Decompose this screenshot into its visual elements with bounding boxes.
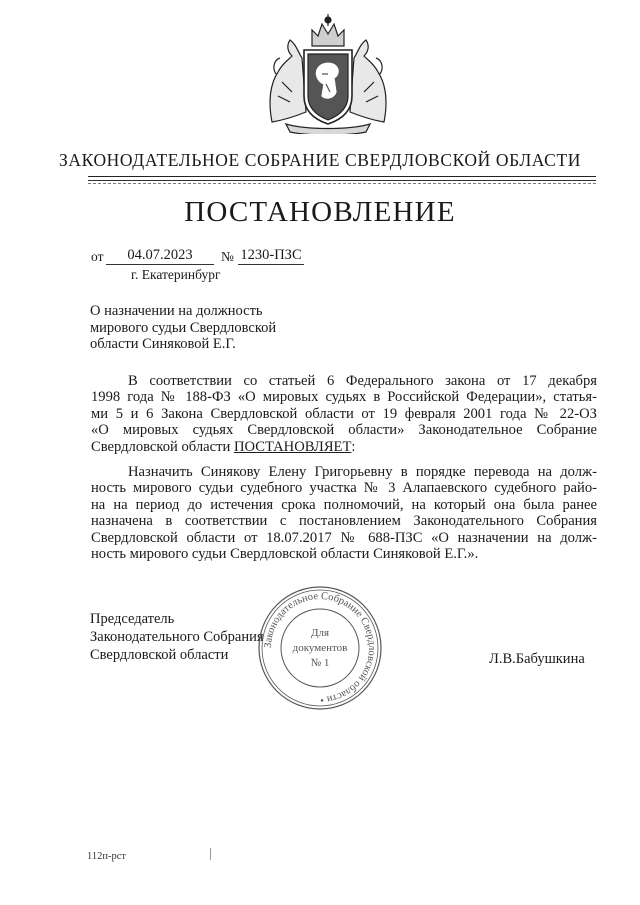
body-line: Свердловской области от 18.07.2017 № 688-ПЗС «О назначении на долж- — [91, 529, 597, 546]
document-type-title: ПОСТАНОВЛЕНИЕ — [184, 196, 456, 228]
body-line: Назначить Синякову Елену Григорьевну в порядке перевода на долж- — [128, 464, 597, 480]
body-line: ность мирового судьи судебного участка № 3 Алапаевского судебного райо- — [91, 480, 597, 497]
body-line: ность мирового судьи Свердловской области Синяковой Е.Г.». — [91, 546, 479, 563]
stamp-center-line: Для — [310, 627, 330, 639]
position-line: Законодательного Собрания — [90, 629, 264, 645]
body-text: Свердловской области — [91, 438, 234, 455]
scan-mark — [210, 848, 211, 860]
body-line: ми 5 и 6 Закона Свердловской области от 19 февраля 2001 года № 22-ОЗ — [91, 405, 597, 422]
resolution-keyword: ПОСТАНОВЛЯЕТ — [233, 438, 352, 455]
paragraph-resolution — [91, 464, 597, 562]
header-rule — [88, 176, 596, 177]
signatory-position — [90, 610, 264, 664]
document-date: 04.07.2023 — [106, 246, 214, 265]
organization-name: ЗАКОНОДАТЕЛЬНОЕ СОБРАНИЕ СВЕРДЛОВСКОЙ ОБЛАСТИ — [59, 150, 581, 170]
document-city: г. Екатеринбург — [131, 267, 221, 282]
position-line: Председатель — [90, 611, 175, 627]
official-stamp — [256, 584, 384, 712]
stamp-center-line: документов — [292, 642, 348, 654]
header-rule — [88, 183, 596, 184]
paragraph-preamble — [91, 373, 597, 455]
signatory-name: Л.В.Бабушкина — [489, 651, 585, 667]
document-subject — [90, 303, 276, 353]
body-line: 1998 года № 188-ФЗ «О мировых судьях в Российской Федерации», статья- — [91, 389, 597, 406]
subject-line: области Синяковой Е.Г. — [90, 336, 236, 352]
stamp-ring-text: Законодательное Собрание Свердловской области • — [262, 590, 378, 706]
number-prefix: № — [221, 249, 234, 264]
body-line: «О мировых судьях Свердловской области» Законодательное Собрание — [91, 422, 597, 439]
position-line: Свердловской области — [90, 647, 229, 663]
subject-line: мирового судьи Свердловской — [90, 319, 277, 336]
subject-line: О назначении на должность — [90, 303, 263, 319]
date-prefix: от — [91, 249, 104, 264]
body-text: : — [351, 438, 356, 455]
body-line: В соответствии со статьей 6 Федерального закона от 17 декабря — [128, 373, 597, 389]
header-rule — [88, 180, 596, 181]
document-number: 1230-ПЗС — [238, 246, 304, 265]
body-line: на на период до истечения срока полномочий, на который она была ранее — [91, 496, 597, 513]
stamp-center-line: № 1 — [310, 657, 330, 669]
body-line — [91, 439, 597, 455]
coat-of-arms-emblem — [262, 12, 394, 134]
document-code: 112п-рст — [87, 851, 126, 862]
body-line: назначена в соответствии с постановлением Законодательного Собрания — [91, 513, 597, 530]
